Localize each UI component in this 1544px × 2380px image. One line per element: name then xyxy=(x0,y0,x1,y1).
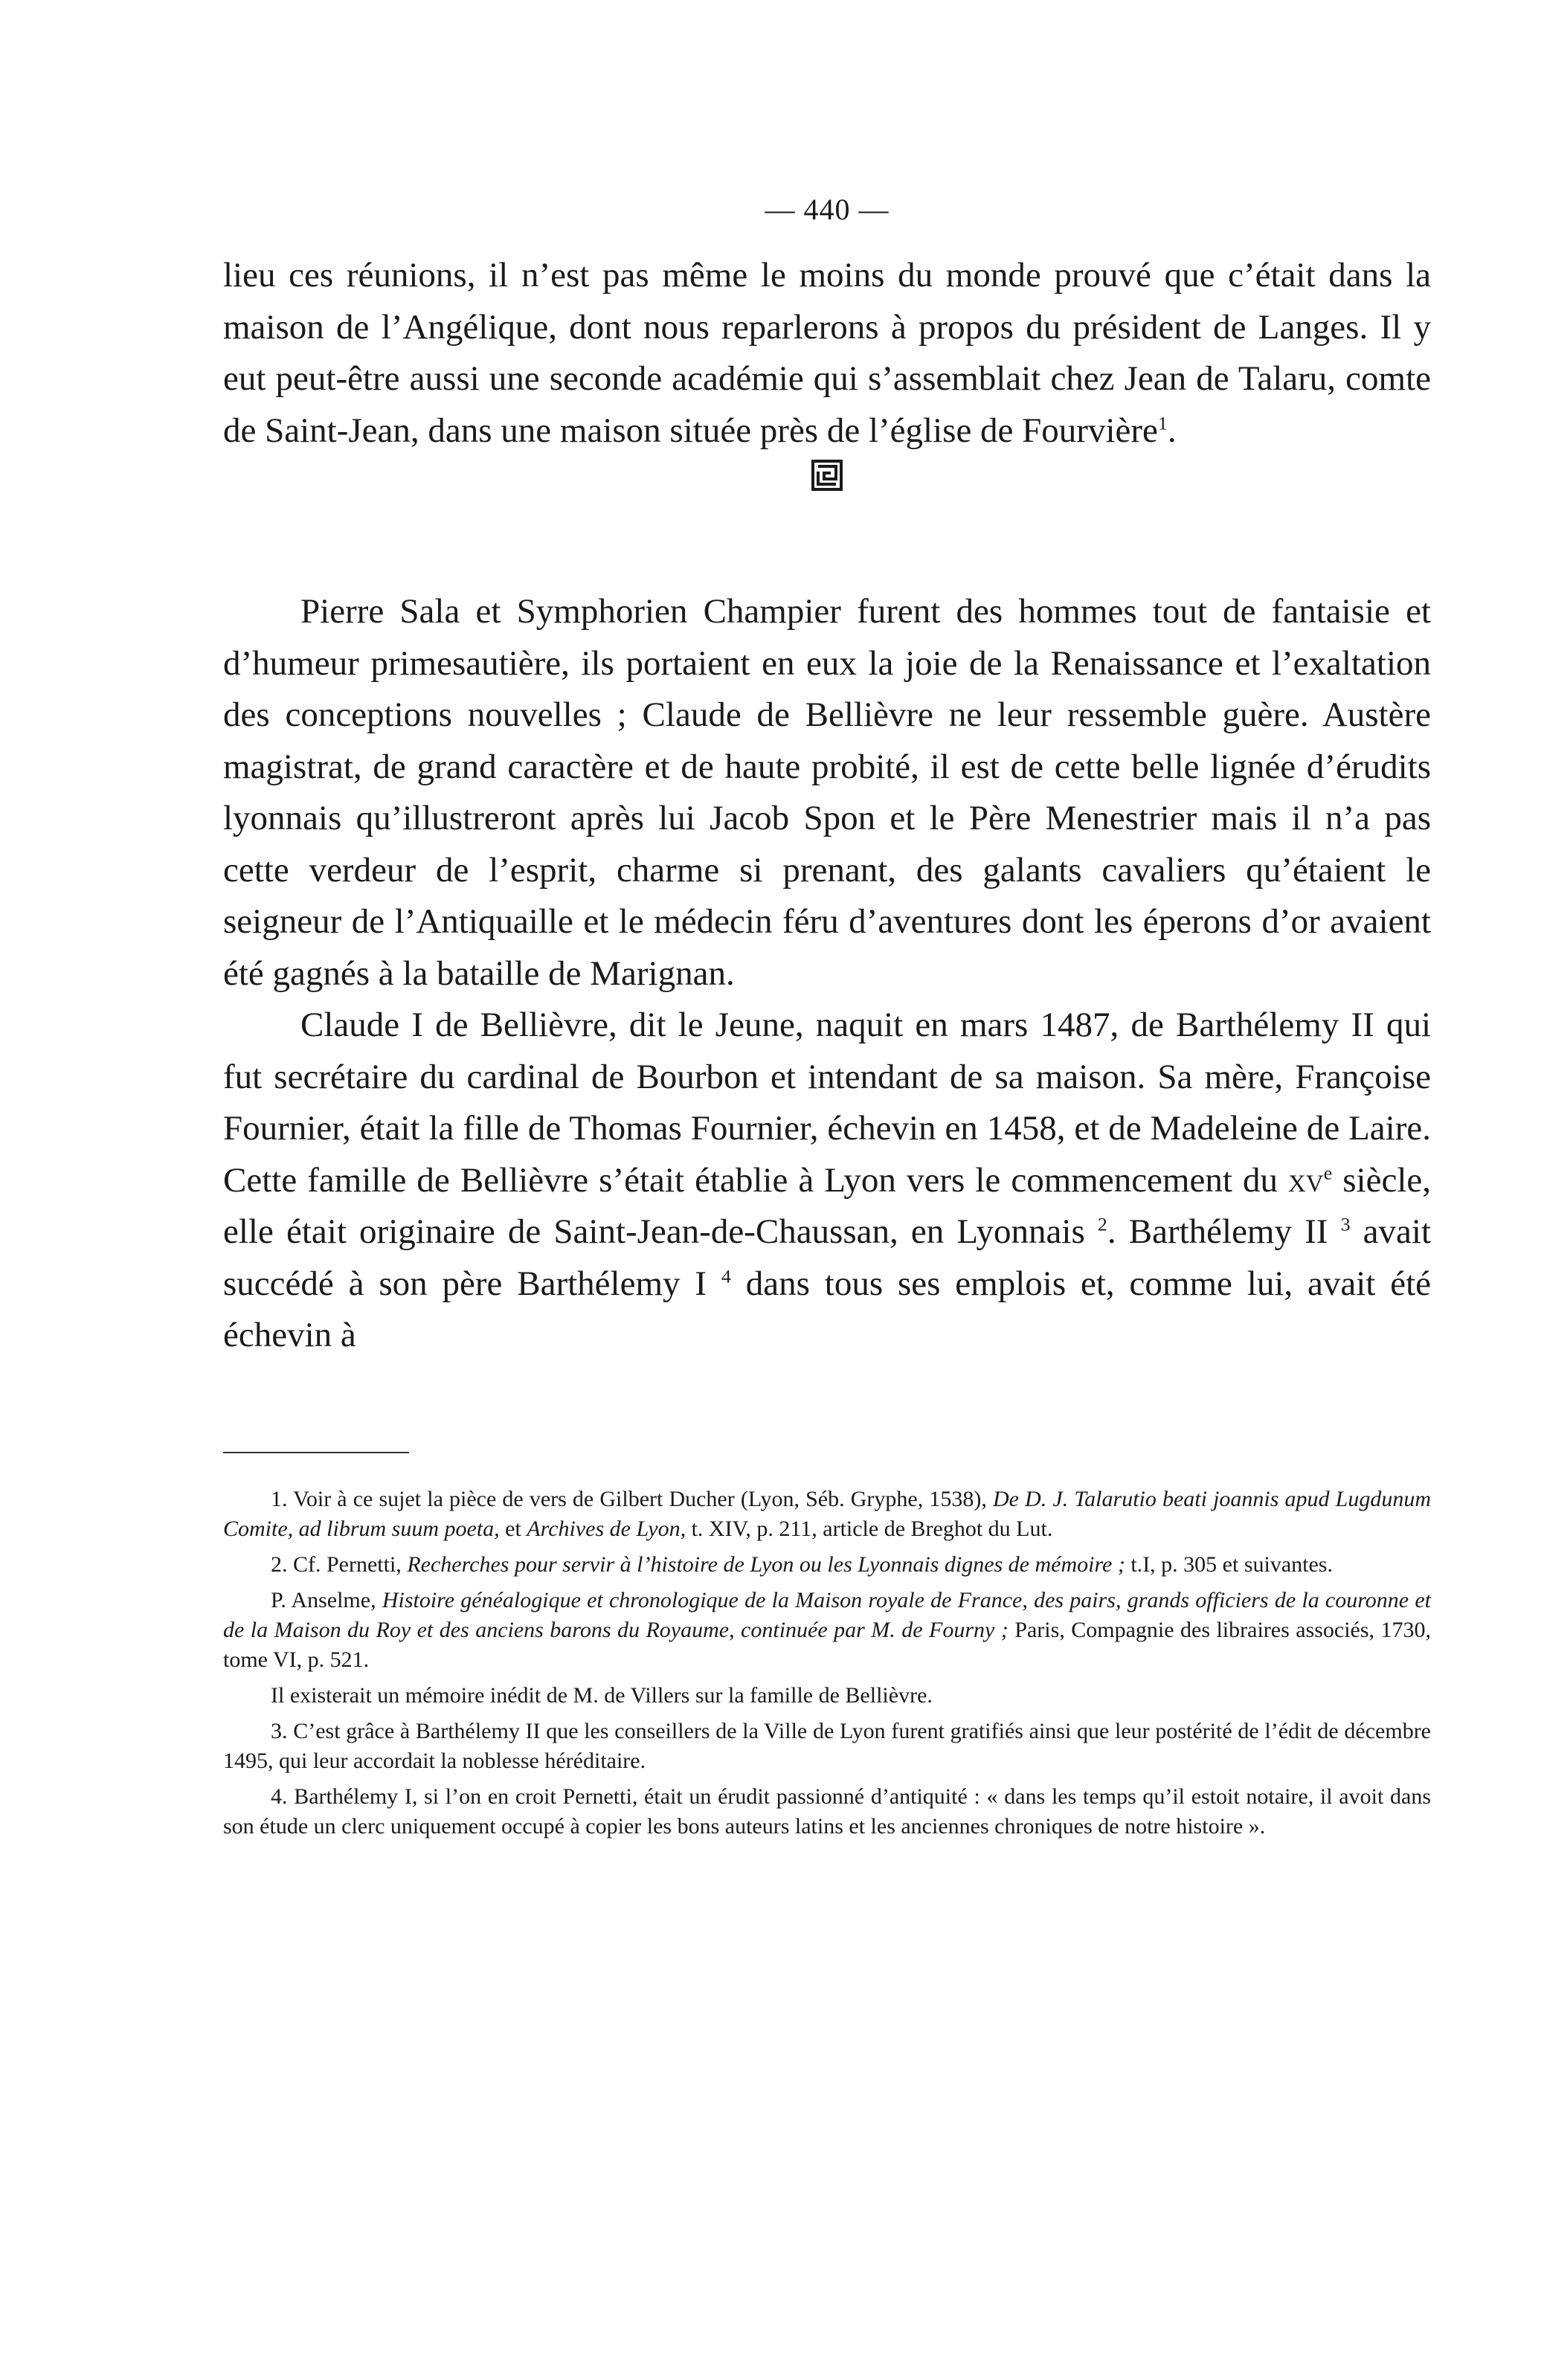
p2-text-b: siècle, elle était originaire de Saint-Jean-de-Chaussan, en Lyonnais xyxy=(223,1160,1432,1251)
intro-end: . xyxy=(1167,411,1177,450)
footnote-ref-2: 2 xyxy=(1097,1213,1107,1235)
book-page xyxy=(223,0,1431,2380)
intro-text: lieu ces réunions, il n’est pas même le moins du monde prouvé que c’était dans la maison de l’Angélique, dont nous reparlerons à propos du président de Langes. Il y eut peut-être aussi une seconde académie qui s’assemblait chez Jean de Talaru, comte de Saint-Jean, dans une maison située près de l’église de Fourvière xyxy=(223,256,1431,450)
intro-paragraph xyxy=(223,250,1431,457)
section-ornament xyxy=(223,457,1431,586)
greek-key-ornament-icon xyxy=(811,460,843,491)
p2-text-e: dans tous ses emplois et, comme lui, avait été échevin à xyxy=(223,1264,1432,1354)
century-suffix: e xyxy=(1323,1161,1333,1183)
footnote-ref-3: 3 xyxy=(1340,1213,1351,1235)
footnote-2-villers: Il existerait un mémoire inédit de M. de Villers sur la famille de Bellièvre. xyxy=(271,1683,933,1708)
paragraph-sala-champier: Pierre Sala et Symphorien Champier furent des hommes tout de fantaisie et d’humeur primesautière, ils portaient en eux la joie de la Renaissance et l’exaltation des conceptions nouvelles ; Claude de Bellièvre ne leur ressemble guère. Austère magistrat, de grand caractère et de haute probité, il est de cette belle lignée d’érudits lyonnais qu’illustreront après lui Jacob Spon et le Père Menestrier mais il n’a pas cette verdeur de l’esprit, charme si prenant, des galants cavaliers qu’étaient le seigneur de l’Antiquaille et le médecin féru d’aventures dont les éperons d’or avaient été gagnés à la bataille de Marignan. xyxy=(223,592,1431,993)
page-number: — 440 — xyxy=(765,193,890,226)
footnote-3: 3. C’est grâce à Barthélemy II que les conseillers de la Ville de Lyon furent gratifiés ainsi que leur postérité de l’édit de décembre 1495, qui leur accordait la noblesse héréditaire. xyxy=(223,1719,1431,1773)
paragraph-claude-bellievre xyxy=(223,1000,1431,1362)
century-numeral: xv xyxy=(1288,1160,1324,1200)
footnote-1: 1. Voir à ce sujet la pièce de vers de Gilbert Ducher (Lyon, Séb. Gryphe, 1538), De D. J. Talarutio beati joannis apud Lugdunum Comite, ad librum suum poeta, et Archives de Lyon, t. XIV, p. 211, article de Breghot du Lut. xyxy=(223,1487,1431,1541)
footnote-separator xyxy=(223,1452,409,1453)
p2-text-c: . Barthélemy II xyxy=(1107,1212,1328,1251)
footnote-2-anselme: P. Anselme, Histoire généalogique et chronologique de la Maison royale de France, des pairs, grands officiers de la couronne et de la Maison du Roy et des anciens barons du Royaume, continuée par M. de Fourny ; Paris, Compagnie des libraires associés, 1730, tome VI, p. 521. xyxy=(223,1588,1431,1672)
footnote-ref-4: 4 xyxy=(721,1264,731,1287)
main-text xyxy=(223,250,1431,1362)
footnote-ref-1: 1 xyxy=(1157,411,1168,434)
footnote-4: 4. Barthélemy I, si l’on en croit Pernetti, était un érudit passionné d’antiquité : « dans les temps qu’il estoit notaire, il avoit dans son étude un clerc uniquement occupé à copier les bons auteurs latins et les anciennes chroniques de notre histoire ». xyxy=(223,1784,1431,1839)
p2-text-a: Claude I de Bellièvre, dit le Jeune, naquit en mars 1487, de Barthélemy II qui fut secrétaire du cardinal de Bourbon et intendant de sa maison. Sa mère, Françoise Fournier, était la fille de Thomas Fournier, échevin en 1458, et de Madeleine de Laire. Cette famille de Bellièvre s’était établie à Lyon vers le commencement du xyxy=(223,1006,1431,1200)
footnotes xyxy=(223,1485,1431,1847)
p2-text-d: avait succédé à son père Barthélemy I xyxy=(223,1212,1432,1303)
footnote-2: 2. Cf. Pernetti, Recherches pour servir à l’histoire de Lyon ou les Lyonnais dignes de mémoire ; t.I, p. 305 et suivantes. xyxy=(271,1552,1333,1577)
